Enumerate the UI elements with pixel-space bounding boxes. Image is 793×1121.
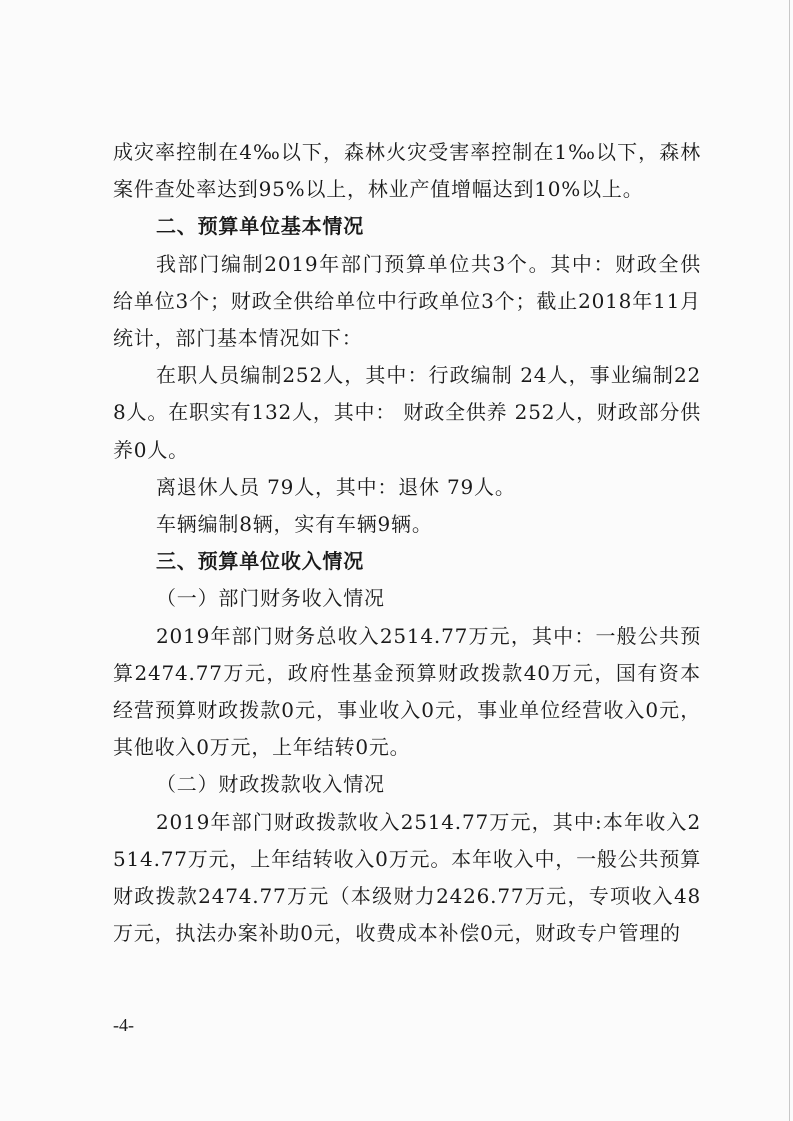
scan-edge-line	[789, 0, 790, 1121]
section-heading-income: 三、预算单位收入情况	[156, 549, 364, 574]
paragraph-department-income: 2019年部门财务总收入2514.77万元，其中：一般公共预算2474.77万元，政府性基金预算财政拨款40万元，国有资本经营预算财政拨款0元，事业收入0元，事业单位经营收入0元，其他收入0万元，上年结转0元。	[113, 623, 701, 760]
section-heading-budget-units: 二、预算单位基本情况	[156, 214, 364, 239]
document-body	[113, 134, 701, 952]
paragraph-fiscal-allocation: 2019年部门财政拨款收入2514.77万元，其中:本年收入2514.77万元，上年结转收入0万元。本年收入中，一般公共预算财政拨款2474.77万元（本级财力2426.77万元，专项收入48万元，执法办案补助0元，收费成本补偿0元，财政专户管理的	[113, 809, 701, 946]
paragraph-retirees: 离退休人员 79人，其中：退休 79人。	[156, 474, 516, 499]
paragraph-staffing: 在职人员编制252人，其中：行政编制 24人，事业编制228人。在职实有132人，其中： 财政全供养 252人，财政部分供养0人。	[113, 363, 701, 462]
subheading-department-income: （一）部门财务收入情况	[156, 586, 385, 611]
paragraph-vehicles: 车辆编制8辆，实有车辆9辆。	[156, 512, 433, 537]
paragraph-disaster-rates: 成灾率控制在4‰以下，森林火灾受害率控制在1‰以下，森林案件查处率达到95%以上，林业产值增幅达到10%以上。	[113, 140, 701, 202]
page-number: -4-	[113, 1015, 134, 1035]
subheading-fiscal-allocation: （二）财政拨款收入情况	[156, 772, 385, 797]
paragraph-unit-count: 我部门编制2019年部门预算单位共3个。其中：财政全供给单位3个；财政全供给单位中行政单位3个；截止2018年11月统计，部门基本情况如下：	[113, 251, 701, 351]
